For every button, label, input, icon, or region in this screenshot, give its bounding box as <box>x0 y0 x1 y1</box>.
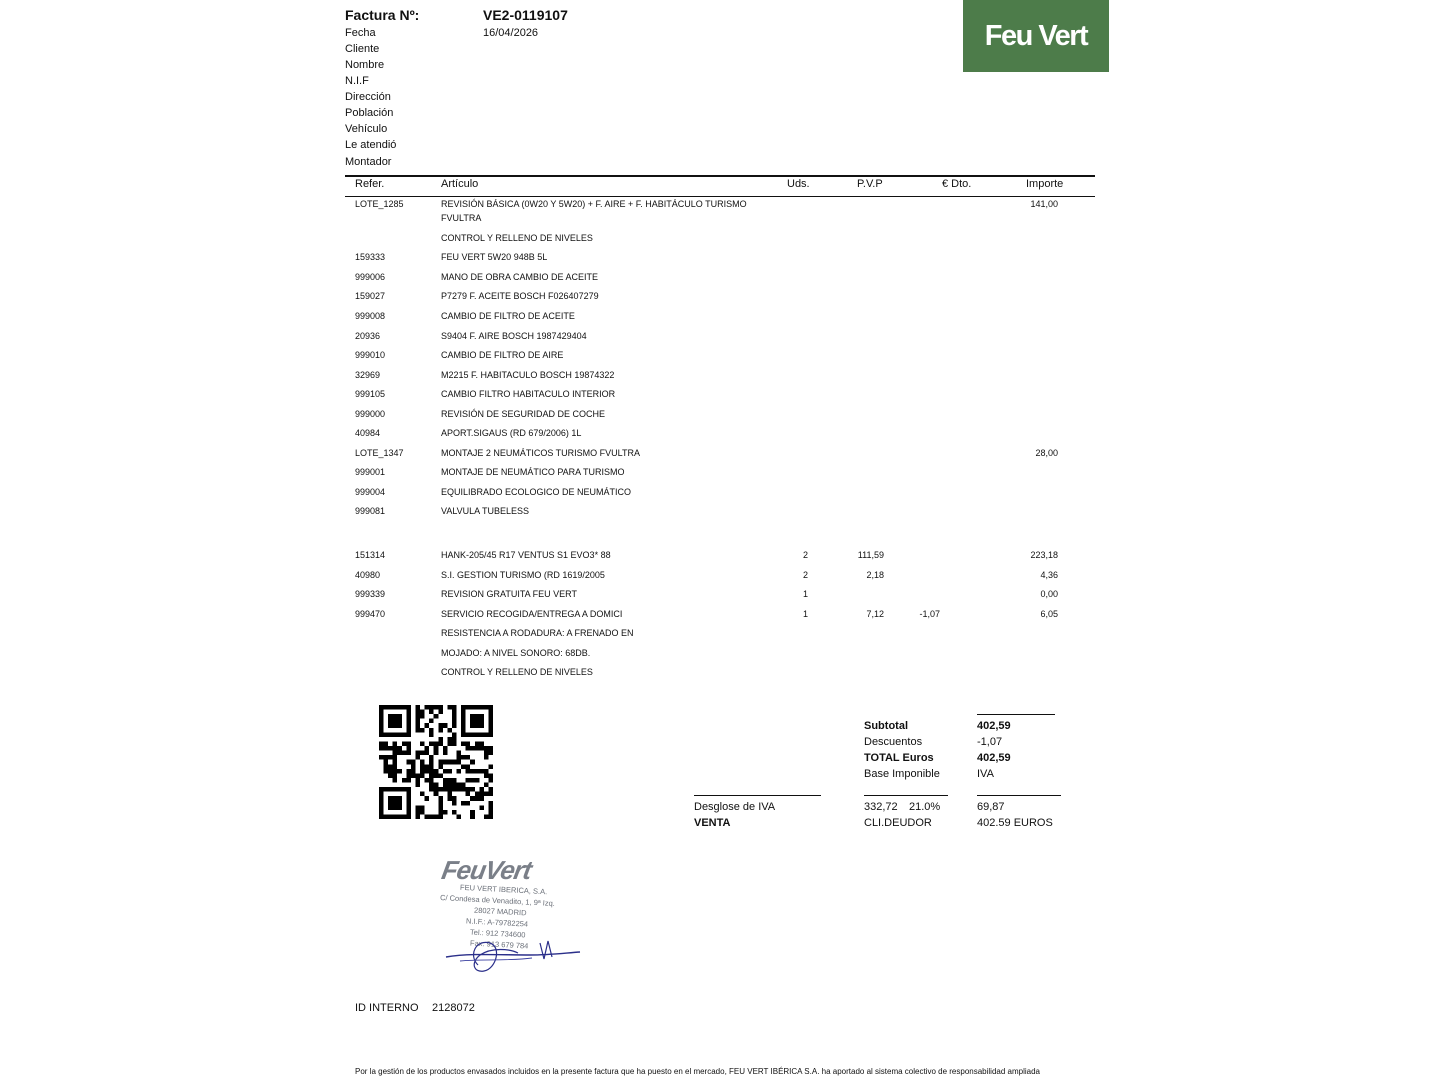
descuentos-label: Descuentos <box>864 736 923 748</box>
row-importe: 141,00 <box>1030 199 1058 209</box>
row-articulo: MOJADO: A NIVEL SONORO: 68DB. <box>441 648 591 658</box>
stamp-tel: Tel.: 912 734600 <box>469 927 526 940</box>
footer-note: Por la gestión de los productos envasados incluidos en la presente factura que ha puesto en el mercado, FEU VERT IBÉRICA S.A. ha aportado al sistema colectivo de responsabilidad ampliada <box>355 1067 1040 1076</box>
row-articulo: VALVULA TUBELESS <box>441 506 530 516</box>
table-row <box>0 330 1440 344</box>
row-articulo: REVISIÓN DE SEGURIDAD DE COCHE <box>441 409 606 419</box>
row-articulo: MONTAJE 2 NEUMÁTICOS TURISMO FVULTRA <box>441 448 641 458</box>
row-ref: 151314 <box>355 550 386 560</box>
stamp-logo: FeuVert <box>439 855 534 885</box>
row-ref: LOTE_1285 <box>355 199 404 209</box>
brand-logo-text: Feu Vert <box>984 19 1088 52</box>
row-ref: 999006 <box>355 272 386 282</box>
table-row <box>0 198 1440 212</box>
cli-deudor-label: CLI.DEUDOR <box>864 817 932 829</box>
desglose-iva-label: Desglose de IVA <box>694 801 776 813</box>
col-header-importe: Importe <box>1026 178 1064 190</box>
row-articulo: P7279 F. ACEITE BOSCH F026407279 <box>441 291 599 301</box>
row-articulo: EQUILIBRADO ECOLOGICO DE NEUMÁTICO <box>441 487 632 497</box>
table-row <box>0 666 1440 680</box>
stamp-city: 28027 MADRID <box>473 905 527 918</box>
nombre-label: Nombre <box>345 59 385 71</box>
descuentos-value: -1,07 <box>977 736 1003 748</box>
table-row <box>0 505 1440 519</box>
row-uds: 1 <box>803 609 809 619</box>
total-value: 402,59 <box>977 752 1011 764</box>
subtotal-value: 402,59 <box>977 720 1011 732</box>
venta-label: VENTA <box>694 817 731 829</box>
table-row <box>0 212 1440 226</box>
table-row <box>0 588 1440 602</box>
col-header-articulo: Artículo <box>441 178 479 190</box>
total-label: TOTAL Euros <box>864 752 934 764</box>
row-uds: 2 <box>803 550 809 560</box>
row-ref: 999001 <box>355 467 386 477</box>
row-importe: 0,00 <box>1040 589 1058 599</box>
row-ref: 40984 <box>355 428 381 438</box>
stamp-fax: Fax: 913 679 784 <box>469 938 529 951</box>
brand-logo <box>963 0 1109 72</box>
stamp-company: FEU VERT IBERICA, S.A. <box>459 882 548 897</box>
row-articulo: M2215 F. HABITACULO BOSCH 19874322 <box>441 370 615 380</box>
row-dto: -1,07 <box>919 609 940 619</box>
table-row <box>0 647 1440 661</box>
col-header-pvp: P.V.P <box>857 178 883 190</box>
table-row <box>0 232 1440 246</box>
row-articulo: RESISTENCIA A RODADURA: A FRENADO EN <box>441 628 634 638</box>
table-row <box>0 251 1440 265</box>
row-ref: LOTE_1347 <box>355 448 404 458</box>
row-pvp: 2,18 <box>866 570 884 580</box>
table-row <box>0 271 1440 285</box>
row-ref: 32969 <box>355 370 381 380</box>
fecha-label: Fecha <box>345 27 376 39</box>
row-articulo: FEU VERT 5W20 948B 5L <box>441 252 548 262</box>
iva-amount-rule <box>977 795 1061 796</box>
id-interno-value: 2128072 <box>432 1002 475 1014</box>
col-header-dto: € Dto. <box>942 178 972 190</box>
row-uds: 2 <box>803 570 809 580</box>
iva-rate-value: 21.0% <box>909 801 941 813</box>
row-ref: 999010 <box>355 350 386 360</box>
table-row <box>0 466 1440 480</box>
row-pvp: 7,12 <box>866 609 884 619</box>
row-articulo: REVISION GRATUITA FEU VERT <box>441 589 578 599</box>
row-ref: 999105 <box>355 389 386 399</box>
stamp-nif: N.I.F.: A-79782254 <box>465 916 529 929</box>
table-header-rule <box>345 196 1095 197</box>
row-articulo: FVULTRA <box>441 213 482 223</box>
row-articulo: CAMBIO DE FILTRO DE AIRE <box>441 350 564 360</box>
row-articulo: MONTAJE DE NEUMÁTICO PARA TURISMO <box>441 467 625 477</box>
id-interno-label: ID INTERNO <box>355 1002 419 1014</box>
poblacion-label: Población <box>345 107 394 119</box>
row-ref: 999000 <box>355 409 386 419</box>
table-row <box>0 627 1440 641</box>
row-articulo: APORT.SIGAUS (RD 679/2006) 1L <box>441 428 582 438</box>
table-row <box>0 369 1440 383</box>
row-articulo: CAMBIO DE FILTRO DE ACEITE <box>441 311 575 321</box>
atendio-label: Le atendió <box>345 139 397 151</box>
row-articulo: CAMBIO FILTRO HABITACULO INTERIOR <box>441 389 616 399</box>
table-row <box>0 290 1440 304</box>
row-importe: 223,18 <box>1030 550 1058 560</box>
table-row <box>0 549 1440 563</box>
signature <box>440 925 590 975</box>
subtotal-rule <box>977 714 1055 715</box>
row-ref: 40980 <box>355 570 381 580</box>
table-row <box>0 447 1440 461</box>
row-articulo: CONTROL Y RELLENO DE NIVELES <box>441 667 593 677</box>
row-ref: 999339 <box>355 589 386 599</box>
row-importe: 28,00 <box>1035 448 1058 458</box>
row-articulo: S9404 F. AIRE BOSCH 1987429404 <box>441 331 587 341</box>
qr-code <box>379 705 493 819</box>
row-ref: 999004 <box>355 487 386 497</box>
table-row <box>0 569 1440 583</box>
col-header-ref: Refer. <box>355 178 385 190</box>
row-ref: 159333 <box>355 252 386 262</box>
col-header-uds: Uds. <box>787 178 810 190</box>
row-importe: 6,05 <box>1040 609 1058 619</box>
row-ref: 999081 <box>355 506 386 516</box>
table-row <box>0 349 1440 363</box>
row-articulo: SERVICIO RECOGIDA/ENTREGA A DOMICI <box>441 609 623 619</box>
table-row <box>0 427 1440 441</box>
subtotal-label: Subtotal <box>864 720 908 732</box>
table-row <box>0 486 1440 500</box>
iva-amount-value: 69,87 <box>977 801 1005 813</box>
row-ref: 20936 <box>355 331 381 341</box>
table-row <box>0 408 1440 422</box>
nif-label: N.I.F <box>345 75 369 87</box>
row-articulo: HANK-205/45 R17 VENTUS S1 EVO3* 88 <box>441 550 611 560</box>
company-stamp <box>430 855 590 975</box>
row-importe: 4,36 <box>1040 570 1058 580</box>
row-ref: 999470 <box>355 609 386 619</box>
row-articulo: CONTROL Y RELLENO DE NIVELES <box>441 233 593 243</box>
row-ref: 999008 <box>355 311 386 321</box>
table-row <box>0 608 1440 622</box>
row-ref: 159027 <box>355 291 386 301</box>
stamp-address: C/ Condesa de Venadito, 1, 9ª Izq. <box>439 892 556 909</box>
direccion-label: Dirección <box>345 91 391 103</box>
row-uds: 1 <box>803 589 809 599</box>
cli-deudor-value: 402.59 EUROS <box>977 817 1053 829</box>
vehiculo-label: Vehículo <box>345 123 388 135</box>
invoice-label: Factura Nº: <box>345 7 420 23</box>
base-imponible-label: Base Imponible <box>864 768 940 780</box>
row-articulo: REVISIÓN BÁSICA (0W20 Y 5W20) + F. AIRE + F. HABITÁCULO TURISMO <box>441 199 747 209</box>
iva-label: IVA <box>977 768 994 780</box>
iva-base-value: 332,72 <box>864 801 898 813</box>
cliente-label: Cliente <box>345 43 380 55</box>
desglose-rule <box>694 795 821 796</box>
invoice-number: VE2-0119107 <box>483 7 568 23</box>
row-articulo: MANO DE OBRA CAMBIO DE ACEITE <box>441 272 599 282</box>
table-row <box>0 310 1440 324</box>
row-articulo: S.I. GESTION TURISMO (RD 1619/2005 <box>441 570 605 580</box>
row-pvp: 111,59 <box>857 550 884 560</box>
montador-label: Montador <box>345 156 392 168</box>
iva-base-rule <box>864 795 948 796</box>
fecha-value: 16/04/2026 <box>483 27 539 39</box>
table-row <box>0 388 1440 402</box>
